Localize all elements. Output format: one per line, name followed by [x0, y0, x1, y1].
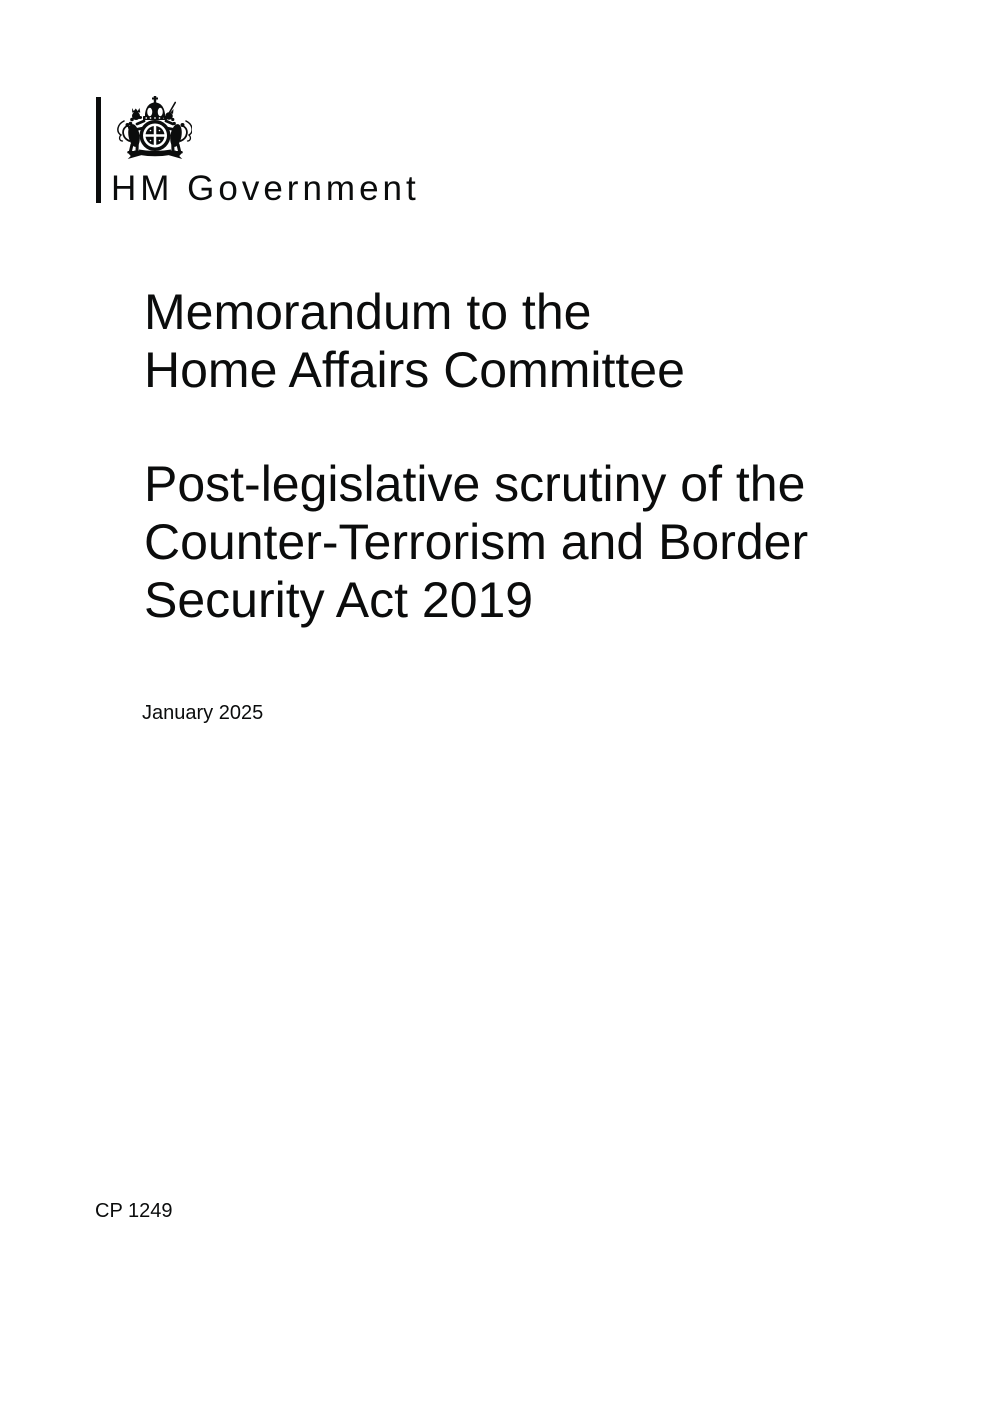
command-paper-number: CP 1249: [95, 1200, 173, 1222]
subtitle-line-2: Counter-Terrorism and Border: [144, 514, 809, 570]
document-subtitle: [144, 455, 808, 629]
logo-vertical-bar: [96, 97, 101, 203]
subtitle-line-3: Security Act 2019: [144, 572, 534, 628]
publication-date: January 2025: [142, 702, 264, 724]
title-line-2: Home Affairs Committee: [144, 342, 685, 398]
document-title: [144, 283, 685, 399]
subtitle-line-1: Post-legislative scrutiny of the: [144, 456, 806, 512]
royal-coat-of-arms-icon: [113, 96, 192, 160]
logo-label: HM Government: [111, 169, 420, 208]
title-line-1: Memorandum to the: [144, 284, 592, 340]
